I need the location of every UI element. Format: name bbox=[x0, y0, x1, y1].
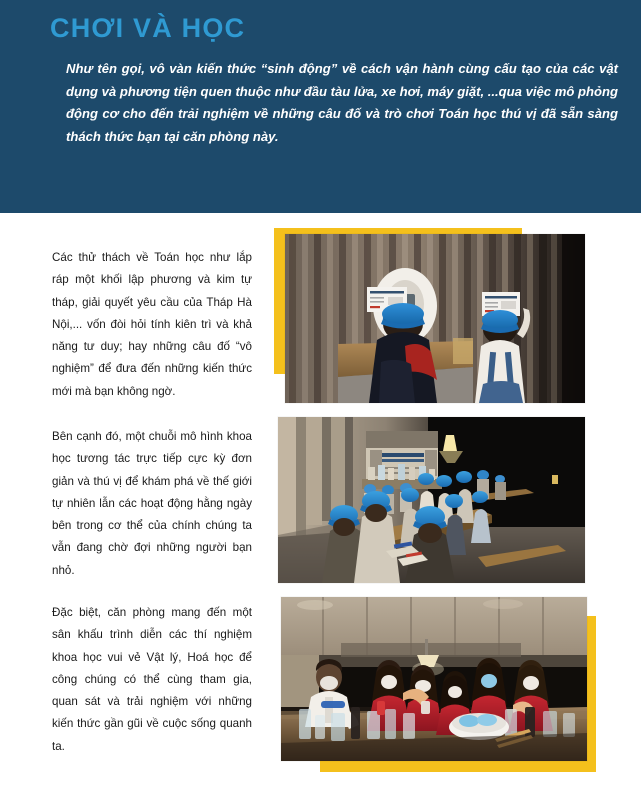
body-area bbox=[0, 213, 641, 797]
header-intro-paragraph: Như tên gọi, vô vàn kiến thức “sinh động” về cách vận hành cùng cấu tạo của các vật dụng và phương tiện quen thuộc như đầu tàu lửa, xe hơi, máy giặt, ...qua việc mô phỏng động cơ cho đến trải nghiệm về những câu đố và trò chơi Toán học thú vị đã sẵn sàng thách thức bạn tại căn phòng này. bbox=[66, 61, 618, 144]
page-title: CHƠI VÀ HỌC bbox=[50, 13, 246, 43]
photo-children-exhibit-wall-image bbox=[285, 234, 585, 403]
header-band bbox=[0, 0, 641, 213]
text-column bbox=[0, 213, 266, 797]
photo-classroom-activity bbox=[278, 417, 585, 583]
photo-classroom-activity-image bbox=[278, 417, 585, 583]
paragraph-interactive-science-models: Bên cạnh đó, một chuỗi mô hình khoa học tương tác trực tiếp cực kỳ đơn giản và thú vị để khám phá về thế giới tự nhiên lẫn các hoạt động hằng ngày bên trong cơ thể của chính chúng ta vẫn đang chờ đợi những người bạn nhỏ. bbox=[52, 430, 252, 577]
paragraph-math-challenges: Các thử thách về Toán học như lắp ráp một khối lập phương và kim tự tháp, giải quyết yêu cầu của Tháp Hà Nội,... vốn đòi hỏi tính kiên trì và khả năng tư duy; hay những câu đố “vô nghiệm” để đưa đến những kiến thức mới mà bạn không ngờ. bbox=[52, 251, 252, 398]
photo-children-exhibit-wall bbox=[285, 234, 585, 403]
paragraph-science-show-stage: Đặc biệt, căn phòng mang đến một sân khấu trình diễn các thí nghiệm khoa học vui vẻ Vật lý, Hoá học để công chúng có thể cùng tham gia, quan sát và trải nghiệm với những kiến thức gần gũi về cuộc sống quanh ta. bbox=[52, 606, 252, 753]
photo-chemistry-demo-image bbox=[281, 597, 587, 761]
photo-chemistry-demo bbox=[281, 597, 587, 761]
